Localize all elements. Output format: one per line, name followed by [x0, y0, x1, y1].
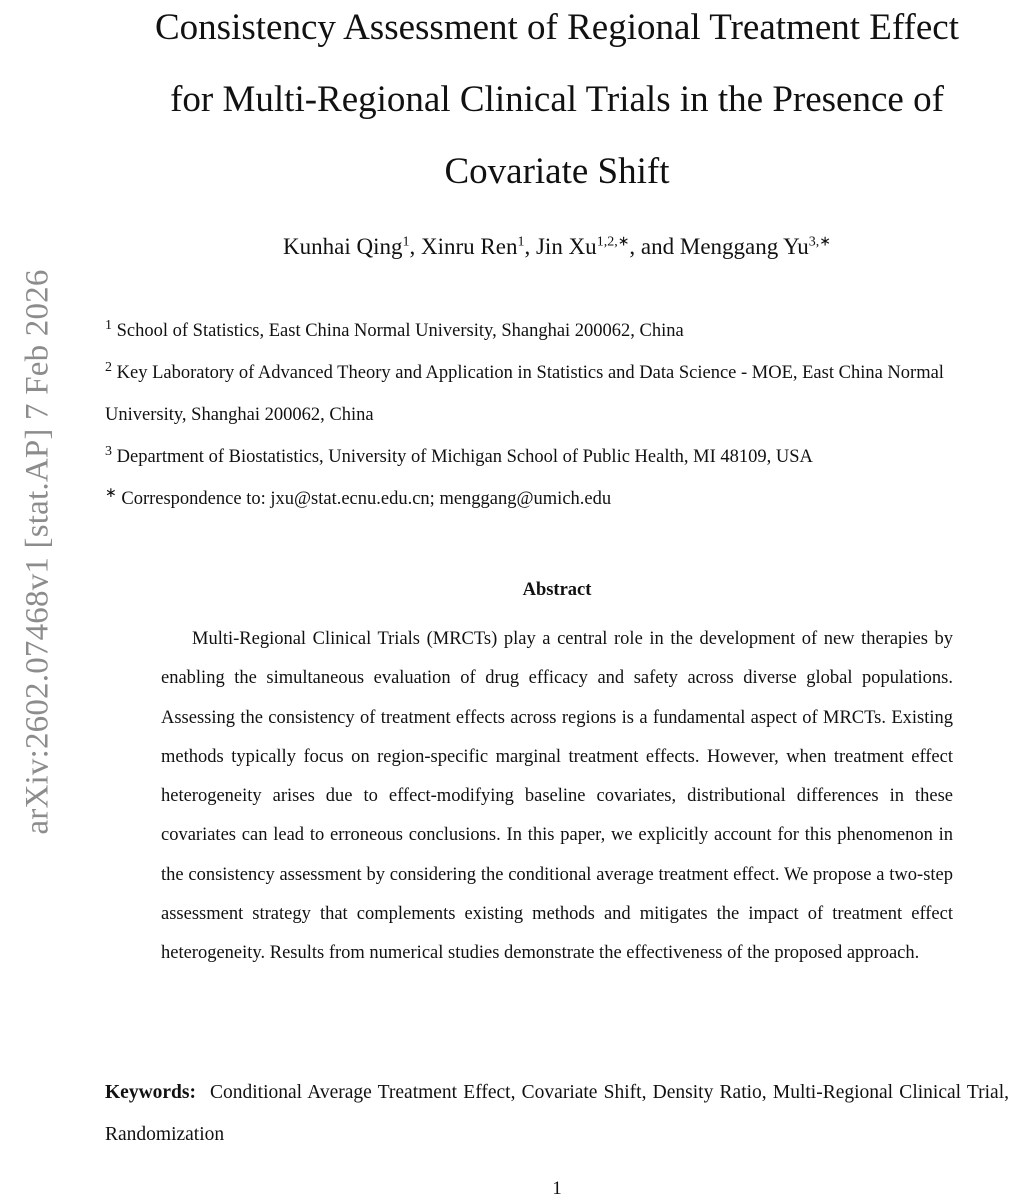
affiliation-text: Key Laboratory of Advanced Theory and Application in Statistics and Data Science - MOE, East China Normal University, Shanghai 200062, China [105, 363, 944, 425]
keywords-section [105, 1072, 1009, 1156]
correspondence-text: Correspondence to: jxu@stat.ecnu.edu.cn; menggang@umich.edu [121, 489, 612, 509]
title-line-3: Covariate Shift [444, 151, 670, 192]
title-line-1: Consistency Assessment of Regional Treatment Effect [155, 7, 959, 48]
correspondence-mark: ∗ [105, 485, 117, 501]
affiliation-text: School of Statistics, East China Normal University, Shanghai 200062, China [116, 321, 684, 341]
author-list [105, 234, 1009, 260]
author-name: Xinru Ren [421, 234, 518, 259]
author-separator: , [409, 234, 422, 259]
abstract-heading: Abstract [522, 580, 592, 600]
abstract-body: Multi-Regional Clinical Trials (MRCTs) play a central role in the development of new therapies by enabling the simultaneous evaluation of drug efficacy and safety across diverse global populations. Assessing the consistency of treatment effects across regions is a fundamental aspect of MRCTs. Existing methods typically focus on region-specific marginal treatment effects. However, when treatment effect heterogeneity arises due to effect-modifying baseline covariates, distributional differences in these covariates can lead to erroneous conclusions. In this paper, we explicitly account for this phenomenon in the consistency assessment by considering the conditional average treatment effect. We propose a two-step assessment strategy that complements existing methods and mitigates the impact of treatment effect heterogeneity. Results from numerical studies demonstrate the effectiveness of the proposed approach. [161, 629, 953, 964]
author-affiliation-mark: 3,∗ [808, 234, 831, 250]
page-number: 1 [552, 1178, 562, 1199]
correspondence [105, 478, 1009, 520]
affiliation-3 [105, 436, 1009, 478]
affiliation-mark: 3 [105, 443, 112, 459]
affiliation-text: Department of Biostatistics, University of Michigan School of Public Health, MI 48109, USA [116, 447, 813, 467]
keywords-text: Conditional Average Treatment Effect, Covariate Shift, Density Ratio, Multi-Regional Clinical Trial, Randomization [105, 1082, 1009, 1145]
paper-title [105, 0, 1009, 208]
title-line-2: for Multi-Regional Clinical Trials in the Presence of [170, 79, 944, 120]
affiliation-mark: 1 [105, 317, 112, 333]
author-separator: , and [629, 234, 680, 259]
author-affiliation-mark: 1 [402, 234, 410, 250]
author-separator: , [524, 234, 536, 259]
author-name: Jin Xu [535, 234, 597, 259]
arxiv-identifier-stamp: arXiv:2602.07468v1 [stat.AP] 7 Feb 2026 [19, 269, 56, 835]
author-name: Menggang Yu [679, 234, 809, 259]
author-name: Kunhai Qing [283, 234, 403, 259]
keywords-label: Keywords: [105, 1082, 196, 1103]
author-affiliation-mark: 1,2,∗ [596, 234, 630, 250]
affiliation-1 [105, 310, 1009, 352]
author-affiliation-mark: 1 [517, 234, 525, 250]
affiliation-2 [105, 352, 1009, 436]
affiliation-mark: 2 [105, 359, 112, 375]
